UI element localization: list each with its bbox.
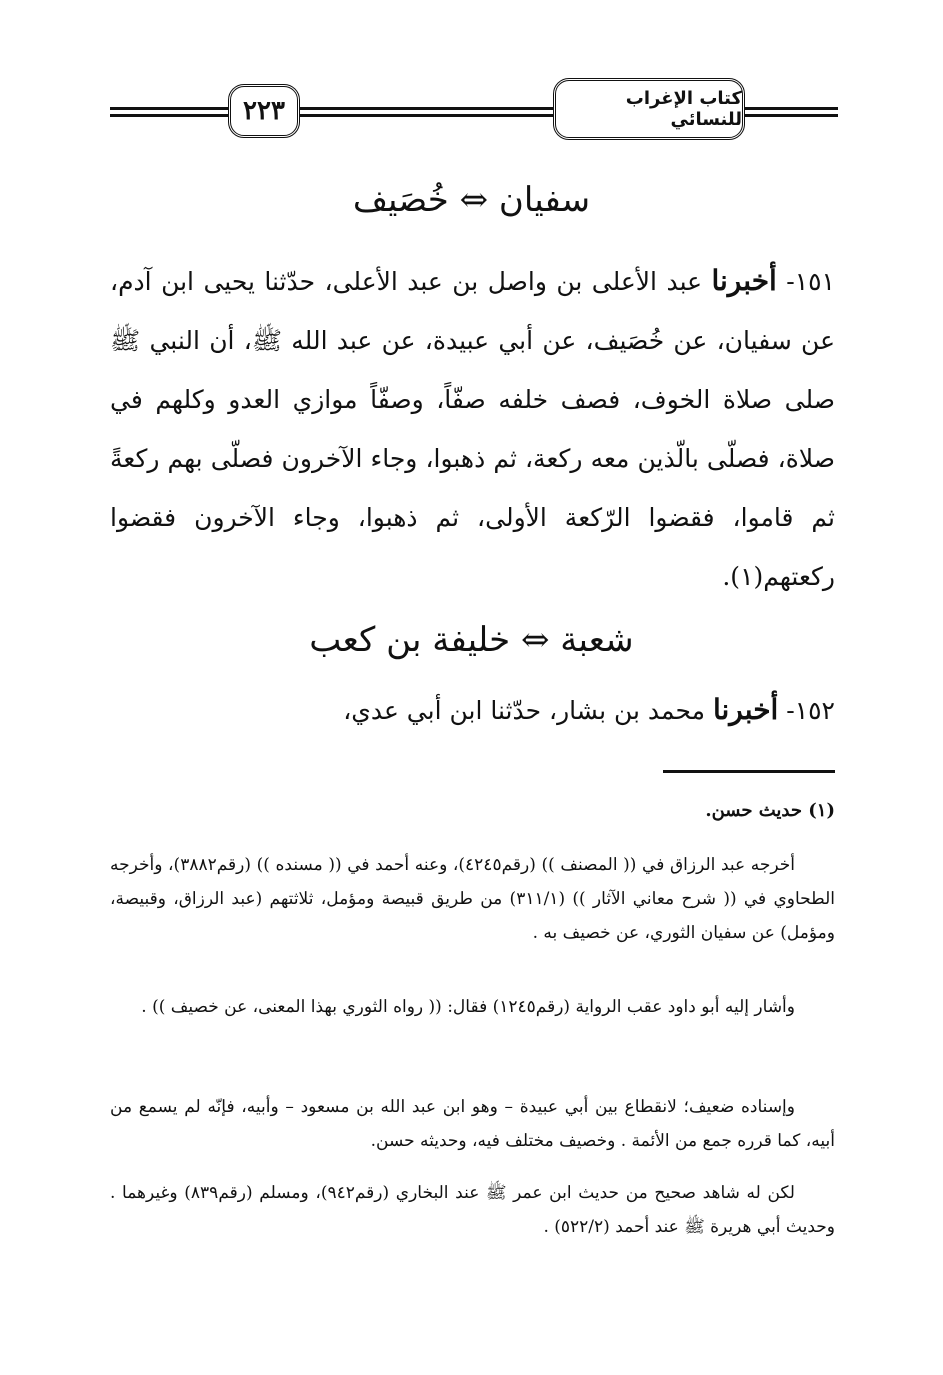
footnote-separator	[663, 770, 835, 773]
hadith-151	[110, 251, 835, 606]
footnote-text: أخرجه عبد الرزاق في (( المصنف )) (رقم٤٢٤٥)، وعنه أحمد في (( مسنده )) (رقم٣٨٨٢)، وأخرجه الطحاوي في (( شرح معاني الآثار )) (٣١١/١) من طريق قبيصة ومؤمل، ثلاثتهم (عبد الرزاق، وقبيصة، ومؤمل) عن سفيان الثوري، عن خصيف به .	[110, 855, 835, 943]
hadith-text: عبد الأعلى بن واصل بن عبد الأعلى، حدّثنا يحيى ابن آدم، عن سفيان، عن خُصَيف، عن أبي عبيدة، عن عبد الله ﷺ، أن النبي ﷺ صلى صلاة الخوف، فصف خلفه صفّاً، وصفّاً موازي العدو وكلهم في صلاة، فصلّى بالّذين معه ركعة، ثم ذهبوا، وجاء الآخرون فصلّى بهم ركعةً ثم قاموا، فقضوا الرّكعة الأولى، ثم ذهبوا، وجاء الآخرون فقضوا ركعتهم(١).	[110, 267, 835, 591]
section-heading-1: سفيان ⇔ خُصَيف	[352, 180, 591, 220]
footnote-paragraph	[110, 1176, 835, 1244]
book-title-frame	[553, 78, 745, 140]
page-number: ٢٢٣	[243, 96, 285, 126]
footnote-title: (١) حديث حسن.	[705, 800, 835, 821]
footnote-paragraph	[110, 1090, 835, 1158]
header-rule-left	[110, 107, 235, 121]
footnote-paragraph	[110, 848, 835, 950]
book-title: كتاب الإغراب للنسائي	[625, 88, 742, 130]
page-number-frame	[228, 84, 300, 138]
hadith-number: ١٥٢-	[786, 696, 835, 725]
section-heading-2: شعبة ⇔ خليفة بن كعب	[309, 620, 634, 660]
hadith-text: محمد بن بشار، حدّثنا ابن أبي عدي،	[343, 696, 706, 725]
footnote-text: وأشار إليه أبو داود عقب الرواية (رقم١٢٤٥) فقال: (( رواه الثوري بهذا المعنى، عن خصيف )) .	[141, 997, 795, 1017]
footnote-text: وإسناده ضعيف؛ لانقطاع بين أبي عبيدة – وهو ابن عبد الله بن مسعود – وأبيه، فإنّه لم يسمع من أبيه، كما قرره جمع من الأئمة . وخصيف مختلف فيه، وحديثه حسن.	[110, 1097, 835, 1151]
hadith-152	[110, 680, 835, 740]
footnote-paragraph	[110, 990, 835, 1024]
hadith-number: ١٥١-	[786, 267, 835, 296]
akhbarana-word: أخبرنا	[712, 693, 779, 726]
header-rule-right	[738, 107, 838, 121]
header-rule-middle	[295, 107, 560, 121]
akhbarana-word: أخبرنا	[711, 264, 777, 297]
footnote-text: لكن له شاهد صحيح من حديث ابن عمر ﷺ عند البخاري (رقم٩٤٢)، ومسلم (رقم٨٣٩) وغيرهما . وحديث أبي هريرة ﷺ عند أحمد (٥٢٢/٢) .	[110, 1183, 835, 1237]
